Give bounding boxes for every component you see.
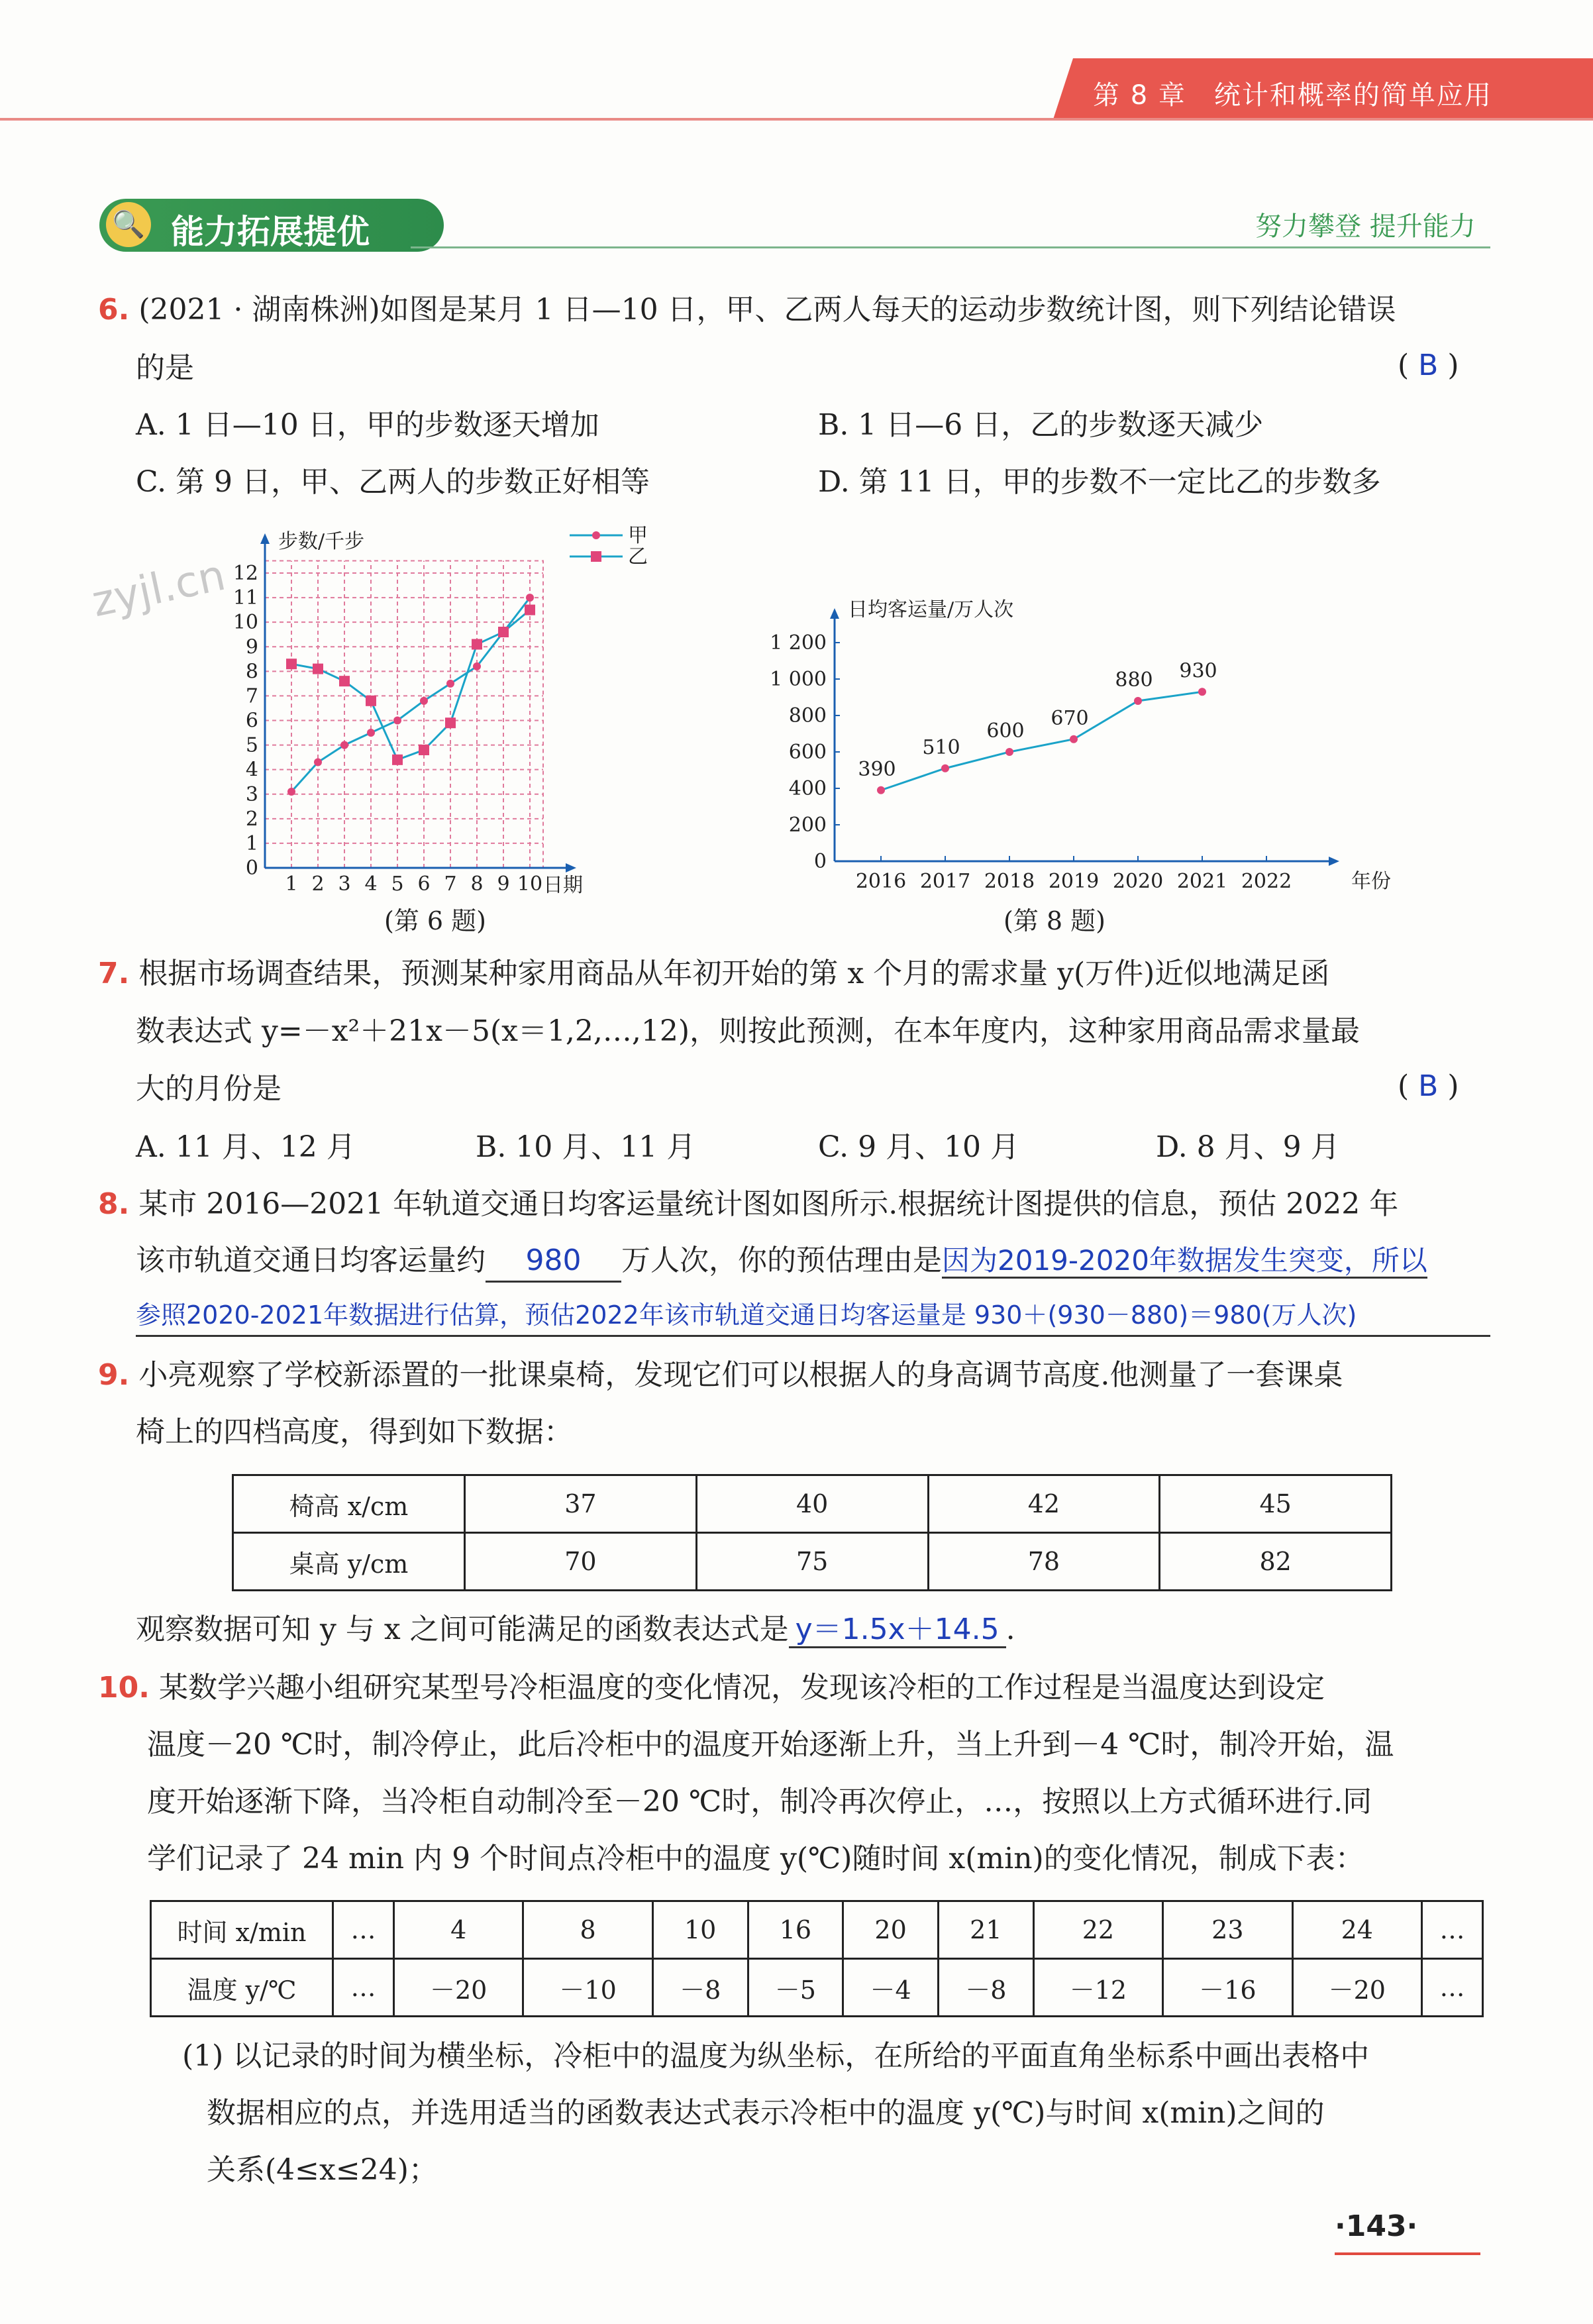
y-tick-label: 0 [245, 857, 258, 880]
data-label: 930 [1179, 659, 1217, 683]
legend-marker [592, 531, 600, 539]
x-tick-label: 2016 [855, 870, 907, 893]
q6-caption: (第 6 题) [384, 906, 486, 935]
q7-text1: 根据市场调查结果，预测某种家用商品从年初开始的第 x 个月的需求量 y(万件)近似地满足函 [138, 957, 1330, 990]
x-tick-label: 2 [311, 872, 325, 896]
table-cell: 82 [1160, 1533, 1392, 1591]
q9-text1: 小亮观察了学校新添置的一批课桌椅，发现它们可以根据人的身高调节高度.他测量了一套课桌 [138, 1358, 1343, 1392]
data-point-乙 [366, 696, 376, 706]
data-point-乙 [392, 755, 403, 765]
data-point-乙 [419, 745, 429, 755]
table-cell: … [333, 1959, 394, 2017]
series-line-甲 [291, 598, 530, 792]
data-label: 510 [922, 735, 960, 759]
data-point-乙 [286, 659, 297, 669]
chapter-title: 第 8 章 统计和概率的简单应用 [1093, 80, 1492, 111]
q6-stem-line1 [98, 290, 1396, 330]
page-number-rule [1335, 2252, 1480, 2255]
table-cell: 42 [928, 1475, 1160, 1533]
section-motto: 努力攀登 提升能力 [1255, 211, 1476, 242]
q9-row2-label: 桌高 y/cm [233, 1533, 465, 1591]
table-cell: －12 [1033, 1959, 1162, 2017]
x-axis-arrow [566, 863, 576, 872]
y-tick-label: 5 [245, 733, 258, 757]
q8-number: 8. [98, 1187, 130, 1221]
watermark: zyjl.cn [87, 551, 230, 627]
table-cell: －10 [523, 1959, 652, 2017]
table-cell: 10 [652, 1901, 748, 1959]
data-point [941, 765, 949, 772]
q6-option-b: B. 1 日—6 日，乙的步数逐天减少 [818, 408, 1264, 442]
table-cell: －20 [1292, 1959, 1421, 2017]
q10-row1-label: 时间 x/min [151, 1901, 333, 1959]
q10-line4: 学们记录了 24 min 内 9 个时间点冷柜中的温度 y(℃)随时间 x(min)的变化情况，制成下表： [147, 1842, 1364, 1875]
data-point-甲 [420, 697, 428, 705]
y-tick-label: 7 [245, 684, 258, 708]
q7-option-c: C. 9 月、10 月 [818, 1130, 1020, 1164]
table-cell: －5 [748, 1959, 843, 2017]
data-point-甲 [367, 729, 375, 737]
q7-line3: 大的月份是 [136, 1072, 282, 1106]
table-cell: －8 [652, 1959, 748, 2017]
series-line-乙 [291, 610, 530, 760]
y-tick-label: 10 [232, 611, 258, 635]
x-tick-label: 9 [497, 872, 510, 896]
q8-text2a: 该市轨道交通日均客运量约 [136, 1243, 486, 1277]
data-point-甲 [393, 717, 401, 725]
data-point-乙 [525, 605, 535, 615]
q10-part1-line3: 关系(4≤x≤24)； [207, 2153, 438, 2187]
data-label: 600 [986, 719, 1025, 743]
table-cell: 23 [1163, 1901, 1292, 1959]
table-cell: 16 [748, 1901, 843, 1959]
x-tick-label: 2018 [984, 870, 1035, 893]
q6-stem-text: (2021 · 湖南株洲)如图是某月 1 日—10 日，甲、乙两人每天的运动步数统计图，则下列结论错误 [138, 293, 1396, 327]
data-point [1198, 688, 1206, 696]
q6-answer-box: ( B ) [1398, 348, 1459, 382]
q8-axes [770, 598, 1391, 893]
section-title: 能力拓展提优 [171, 213, 370, 251]
y-tick-label: 600 [788, 741, 827, 764]
q6-legend [570, 524, 648, 568]
data-point-甲 [314, 759, 322, 766]
data-point-乙 [313, 664, 323, 674]
data-point [1005, 748, 1013, 756]
table-cell: 75 [696, 1533, 928, 1591]
header-rule [0, 118, 1593, 121]
table-cell: 40 [696, 1475, 928, 1533]
y-tick-label: 400 [788, 777, 827, 800]
x-tick-label: 10 [517, 872, 543, 896]
y-axis-arrow [260, 533, 270, 544]
q9-period: . [1005, 1612, 1015, 1646]
q8-text1: 某市 2016—2021 年轨道交通日均客运量统计图如图所示.根据统计图提供的信息，预估 2022 年 [138, 1187, 1399, 1221]
q7-line2: 数表达式 y=－x²＋21x－5(x＝1,2,…,12)，则按此预测，在本年度内，这种家用商品需求量最 [136, 1014, 1361, 1048]
q7-answer-box: ( B ) [1398, 1069, 1459, 1103]
q8-line1 [98, 1185, 1398, 1224]
q10-table [150, 1900, 1484, 2017]
q9-line1 [98, 1355, 1343, 1395]
table-row [233, 1533, 1392, 1591]
data-point-甲 [473, 662, 481, 670]
data-label: 670 [1051, 706, 1089, 730]
table-row [233, 1475, 1392, 1533]
y-tick-label: 3 [245, 782, 258, 806]
table-cell: －16 [1163, 1959, 1292, 2017]
y-tick-label: 1 000 [770, 668, 827, 691]
x-tick-label: 7 [444, 872, 457, 896]
q6-option-a: A. 1 日—10 日，甲的步数逐天增加 [136, 408, 599, 442]
q10-line3: 度开始逐渐下降，当冷柜自动制冷至－20 ℃时，制冷再次停止，…，按照以上方式循环进行.同 [147, 1785, 1372, 1819]
table-cell: 70 [465, 1533, 697, 1591]
x-tick-label: 2017 [919, 870, 971, 893]
y-tick-label: 4 [245, 758, 258, 782]
y-tick-label: 9 [245, 635, 258, 659]
y-tick-label: 11 [232, 586, 258, 610]
x-tick-label: 6 [417, 872, 431, 896]
y-tick-label: 2 [245, 807, 258, 831]
q9-conclusion-text: 观察数据可知 y 与 x 之间可能满足的函数表达式是 [136, 1612, 789, 1646]
y-axis-label: 日均客运量/万人次 [848, 598, 1014, 621]
x-axis-label: 日期 [543, 874, 583, 897]
y-tick-label: 6 [245, 709, 258, 733]
data-point-乙 [498, 627, 509, 637]
x-tick-label: 2022 [1241, 870, 1292, 893]
data-label: 390 [858, 757, 896, 781]
q6-option-c: C. 第 9 日，甲、乙两人的步数正好相等 [136, 465, 650, 499]
q6-stem-line2: 的是 [136, 351, 194, 385]
table-cell: 37 [465, 1475, 697, 1533]
table-cell: 20 [843, 1901, 939, 1959]
q6-number: 6. [98, 293, 130, 327]
data-point [1134, 697, 1142, 705]
y-axis-label: 步数/千步 [278, 530, 365, 553]
q10-part1-line2: 数据相应的点，并选用适当的函数表达式表示冷柜中的温度 y(℃)与时间 x(min)之间的 [207, 2096, 1325, 2130]
q8-line2 [136, 1241, 1427, 1283]
y-tick-label: 800 [788, 704, 827, 727]
data-point-乙 [472, 639, 482, 650]
page-number: ·143· [1335, 2209, 1418, 2243]
q9-answer: y＝1.5x＋14.5 [789, 1612, 1006, 1648]
q7-number: 7. [98, 957, 130, 990]
legend-marker [591, 551, 601, 562]
q10-line1 [98, 1668, 1325, 1708]
table-cell: … [1421, 1901, 1482, 1959]
magnifier-icon: 🔍 [106, 202, 151, 247]
table-cell: 45 [1160, 1475, 1392, 1533]
data-point-甲 [446, 680, 454, 688]
q10-part1-line1: (1) 以记录的时间为横坐标，冷柜中的温度为纵坐标，在所给的平面直角坐标系中画出表格中 [182, 2039, 1370, 2073]
q7-option-b: B. 10 月、11 月 [476, 1130, 696, 1164]
data-label: 880 [1115, 668, 1153, 692]
data-point [877, 786, 885, 794]
x-tick-label: 1 [285, 872, 298, 896]
x-axis-label: 年份 [1351, 870, 1391, 893]
table-row [151, 1959, 1483, 2017]
table-cell: … [333, 1901, 394, 1959]
q8-reason-part1: 因为2019-2020年数据发生突变，所以 [942, 1244, 1427, 1279]
y-tick-label: 12 [232, 562, 258, 585]
q9-line2: 椅上的四档高度，得到如下数据： [136, 1415, 573, 1449]
q6-answer: B [1418, 348, 1439, 382]
x-tick-label: 3 [338, 872, 351, 896]
table-cell: －8 [938, 1959, 1033, 2017]
table-cell: … [1421, 1959, 1482, 2017]
table-cell: －20 [393, 1959, 523, 2017]
q9-table [232, 1474, 1392, 1591]
q8-reason-part2: 参照2020-2021年数据进行估算，预估2022年该市轨道交通日均客运量是 930＋(930－880)＝980(万人次) [136, 1295, 1490, 1337]
x-axis-arrow [1329, 857, 1339, 866]
q7-option-a: A. 11 月、12 月 [136, 1130, 356, 1164]
q6-series [286, 594, 535, 796]
y-tick-label: 1 200 [770, 631, 827, 655]
q8-series [858, 659, 1217, 794]
y-tick-label: 0 [813, 850, 827, 873]
y-axis-arrow [830, 608, 839, 619]
table-cell: 24 [1292, 1901, 1421, 1959]
table-row [151, 1901, 1483, 1959]
q7-option-d: D. 8 月、9 月 [1156, 1130, 1340, 1164]
x-tick-label: 2019 [1048, 870, 1100, 893]
y-tick-label: 8 [245, 660, 258, 684]
x-tick-label: 4 [364, 872, 378, 896]
q9-conclusion [136, 1610, 1015, 1650]
x-tick-label: 8 [470, 872, 484, 896]
q8-blank-answer: 980 [486, 1241, 621, 1283]
q8-caption: (第 8 题) [1003, 906, 1105, 935]
y-tick-label: 1 [245, 831, 258, 855]
q8-text2b: 万人次，你的预估理由是 [621, 1243, 942, 1277]
data-point [1070, 735, 1078, 743]
q10-text1: 某数学兴趣小组研究某型号冷柜温度的变化情况，发现该冷柜的工作过程是当温度达到设定 [158, 1671, 1325, 1705]
q7-answer: B [1418, 1069, 1439, 1103]
legend-label: 乙 [628, 545, 648, 568]
q8-chart [762, 583, 1391, 894]
table-cell: 8 [523, 1901, 652, 1959]
q10-row2-label: 温度 y/℃ [151, 1959, 333, 2017]
q6-option-d: D. 第 11 日，甲的步数不一定比乙的步数多 [818, 465, 1381, 499]
table-cell: －4 [843, 1959, 939, 2017]
data-point-甲 [287, 788, 295, 796]
table-cell: 4 [393, 1901, 523, 1959]
data-point-乙 [339, 676, 350, 686]
x-tick-label: 5 [391, 872, 404, 896]
table-cell: 21 [938, 1901, 1033, 1959]
q10-number: 10. [98, 1671, 150, 1705]
q9-row1-label: 椅高 x/cm [233, 1475, 465, 1533]
q10-line2: 温度－20 ℃时，制冷停止，此后冷柜中的温度开始逐渐上升，当上升到－4 ℃时，制冷开始，温 [147, 1728, 1394, 1762]
q7-line1 [98, 954, 1329, 994]
x-tick-label: 2021 [1176, 870, 1228, 893]
table-cell: 22 [1033, 1901, 1162, 1959]
data-point-乙 [445, 717, 456, 728]
legend-label: 甲 [628, 524, 648, 547]
section-rule [411, 246, 1490, 248]
x-tick-label: 2020 [1112, 870, 1164, 893]
data-point-甲 [340, 741, 348, 749]
y-tick-label: 200 [788, 814, 827, 837]
q6-chart [225, 517, 662, 897]
table-cell: 78 [928, 1533, 1160, 1591]
data-point-甲 [526, 594, 534, 602]
q9-number: 9. [98, 1358, 130, 1392]
